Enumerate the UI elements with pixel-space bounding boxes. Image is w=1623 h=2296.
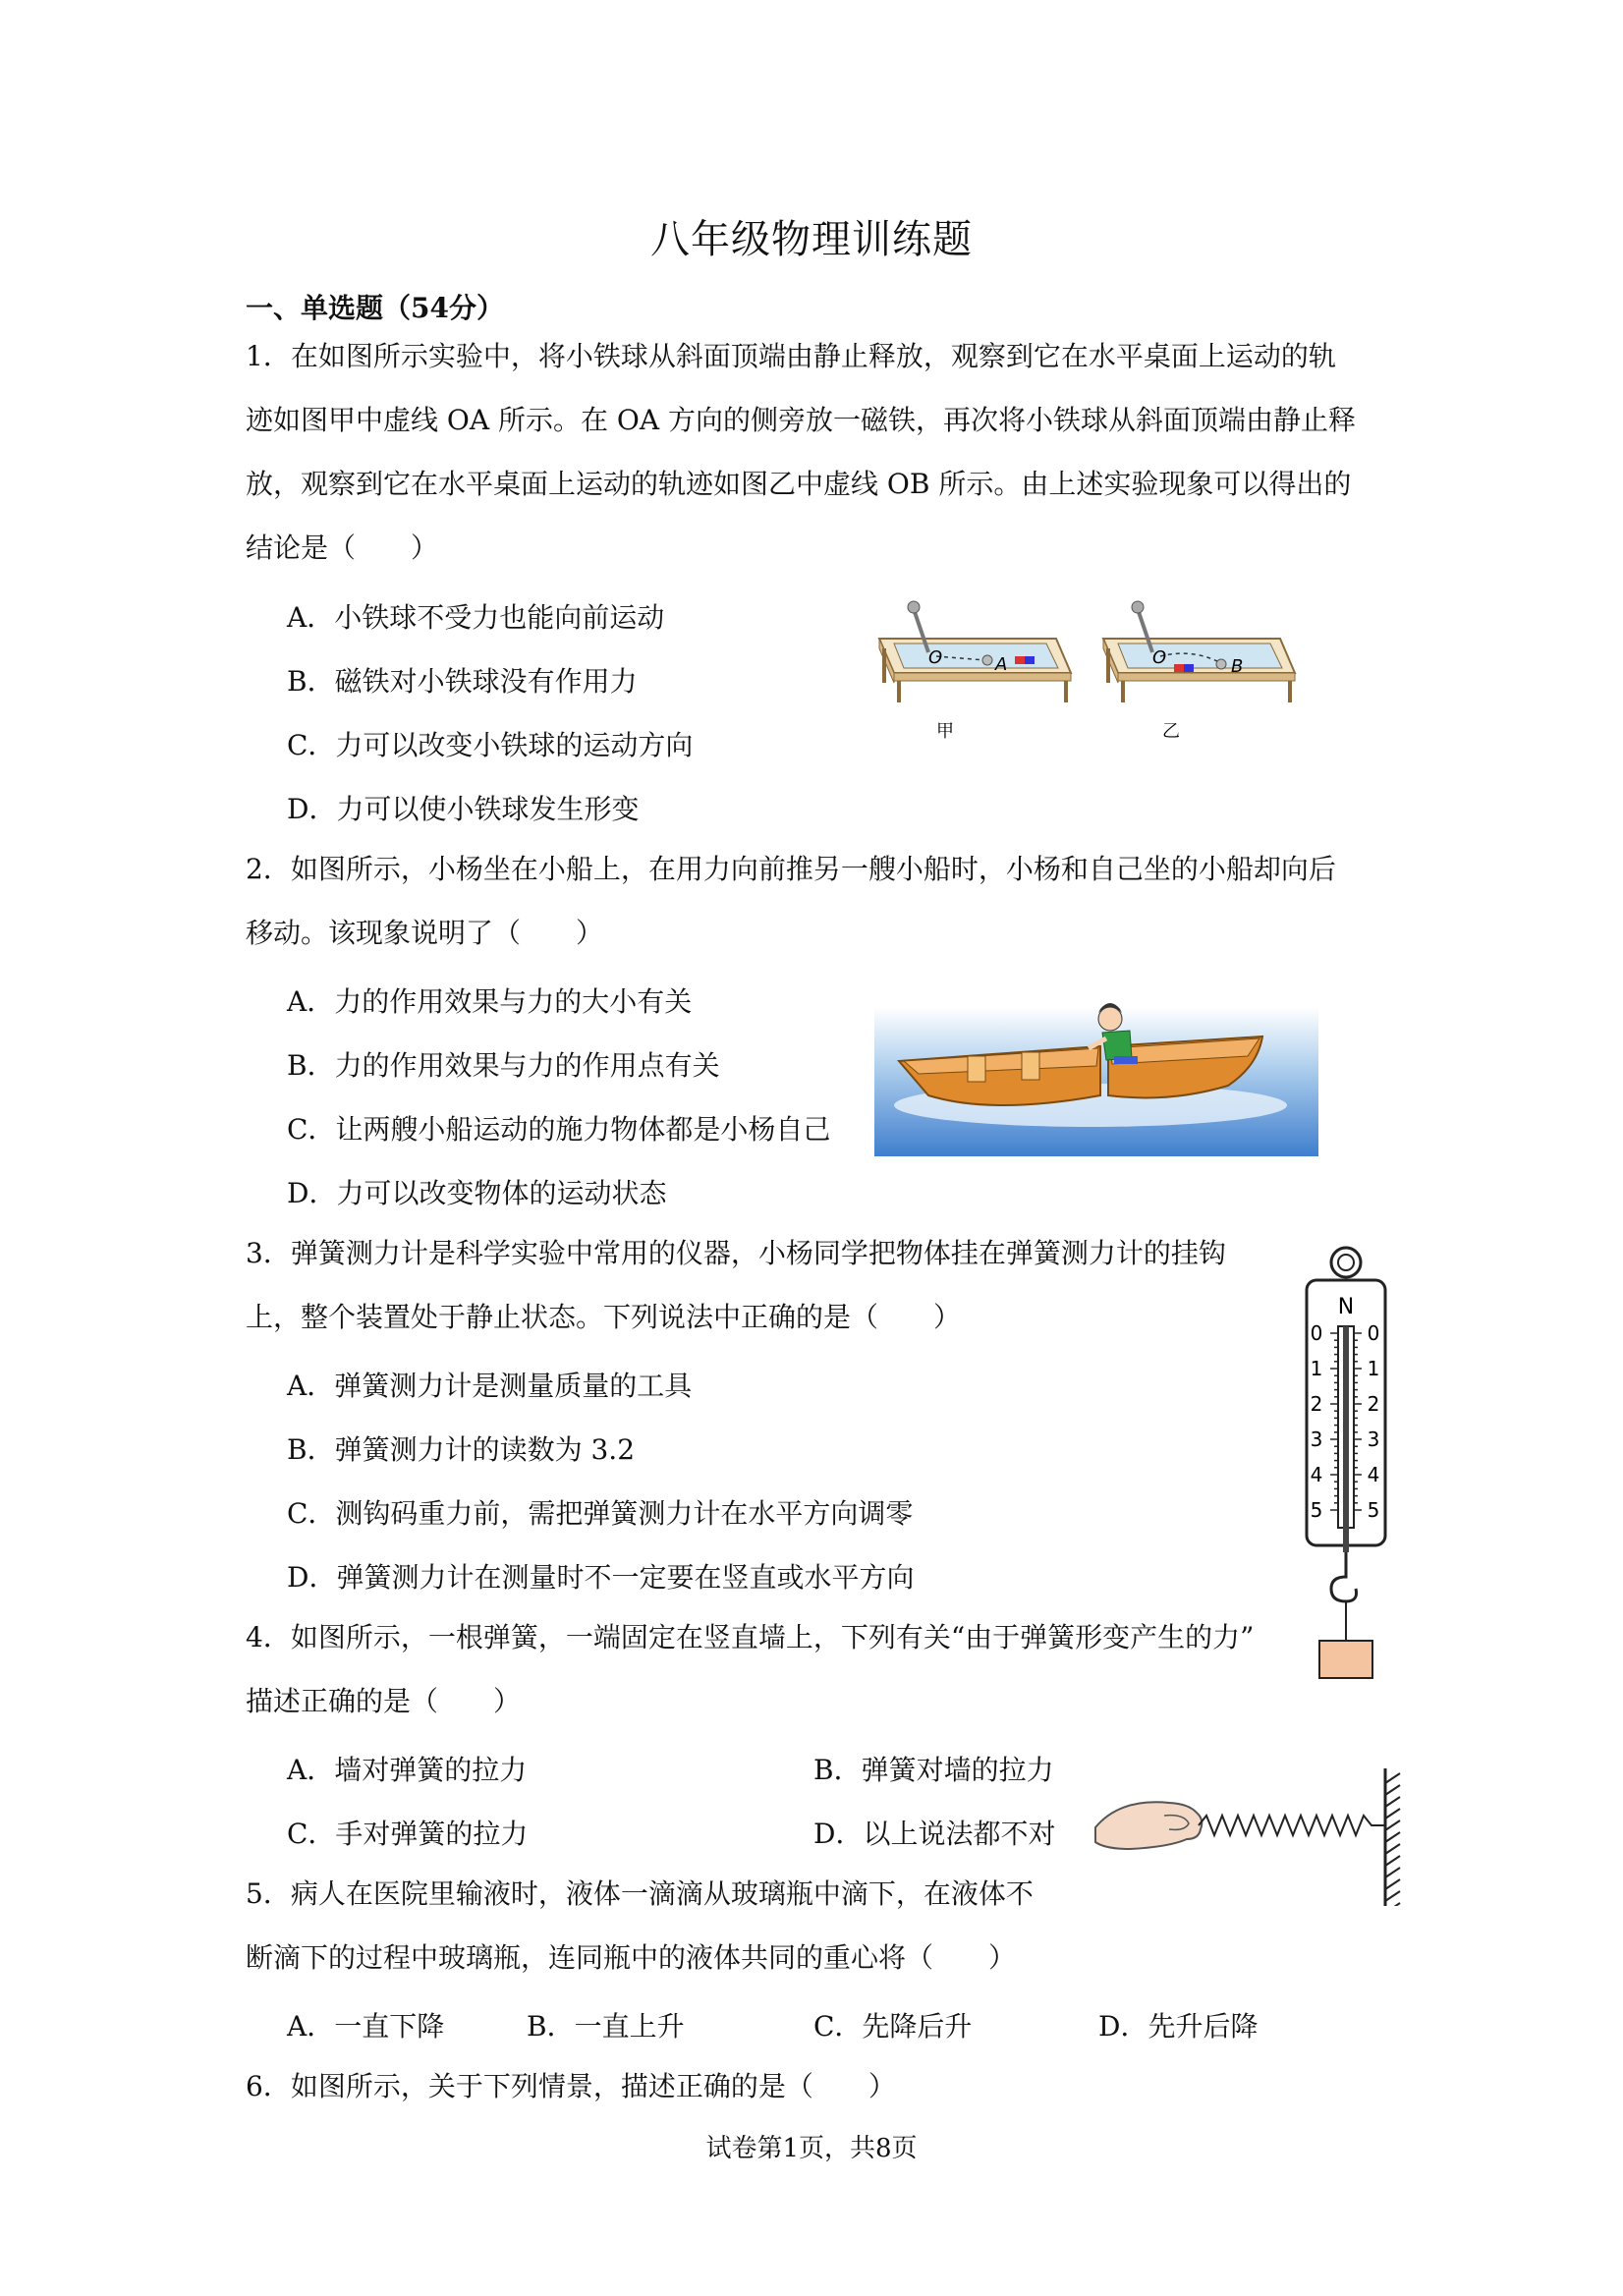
scale-number-left: 2 xyxy=(1310,1392,1323,1416)
wall-hatch-line xyxy=(1385,1844,1400,1854)
wall-hatch-line xyxy=(1385,1809,1400,1819)
question-1-option-c[interactable]: C．力可以改变小铁球的运动方向 xyxy=(287,729,694,761)
table-jia-illustration xyxy=(879,601,1071,742)
scale-number-left: 1 xyxy=(1310,1357,1323,1380)
label-point-a: A xyxy=(995,654,1008,675)
question-6-line-1: 6．如图所示，关于下列情景，描述正确的是（ ） xyxy=(246,2070,896,2102)
question-1-line-1: 1．在如图所示实验中，将小铁球从斜面顶端由静止释放，观察到它在水平桌面上运动的轨 xyxy=(246,340,1336,372)
question-3-option-d[interactable]: D．弹簧测力计在测量时不一定要在竖直或水平方向 xyxy=(287,1561,915,1594)
figure-label-yi: 乙 xyxy=(1162,721,1180,742)
question-3 xyxy=(246,1221,1385,1349)
question-4-option-b[interactable]: B．弹簧对墙的拉力 xyxy=(813,1754,1054,1786)
question-1-option-b[interactable]: B．磁铁对小铁球没有作用力 xyxy=(287,665,638,698)
section-heading: 一、单选题（54分） xyxy=(246,292,504,324)
question-4 xyxy=(246,1605,1385,1733)
wall-hatch-line xyxy=(1385,1797,1400,1807)
wall-hatch-line xyxy=(1385,1832,1400,1842)
question-5-line-2: 断滴下的过程中玻璃瓶，连同瓶中的液体共同的重心将（ ） xyxy=(246,1941,1017,1974)
wall-hatching xyxy=(1385,1773,1400,1906)
scale-number-left: 4 xyxy=(1310,1463,1323,1486)
boats-illustration xyxy=(874,987,1318,1156)
figure-label-jia: 甲 xyxy=(936,721,954,742)
question-5-line-1: 5．病人在医院里输液时，液体一滴滴从玻璃瓶中滴下，在液体不 xyxy=(246,1877,1034,1910)
question-5-option-b[interactable]: B．一直上升 xyxy=(527,2010,685,2043)
question-1-option-d[interactable]: D．力可以使小铁球发生形变 xyxy=(287,793,640,825)
wall-hatch-line xyxy=(1385,1773,1400,1783)
wall-hatch-line xyxy=(1385,1891,1400,1901)
hand-icon xyxy=(1095,1802,1202,1849)
question-2 xyxy=(246,837,1385,965)
scale-number-left: 0 xyxy=(1310,1321,1323,1345)
question-6 xyxy=(246,2054,1385,2118)
scale-number-right: 2 xyxy=(1367,1392,1380,1416)
scale-number-right: 3 xyxy=(1367,1428,1380,1451)
wall-hatch-line xyxy=(1385,1820,1400,1830)
question-5-option-a[interactable]: A．一直下降 xyxy=(287,2010,445,2043)
question-2-line-2: 移动。该现象说明了（ ） xyxy=(246,917,604,949)
scale-number-right: 5 xyxy=(1367,1498,1380,1522)
question-5-option-d[interactable]: D．先升后降 xyxy=(1098,2010,1259,2043)
question-1-option-a[interactable]: A．小铁球不受力也能向前运动 xyxy=(287,601,665,634)
question-2-option-d[interactable]: D．力可以改变物体的运动状态 xyxy=(287,1177,667,1209)
question-4-line-1: 4．如图所示，一根弹簧，一端固定在竖直墙上，下列有关“由于弹簧形变产生的力” xyxy=(246,1621,1255,1653)
question-3-line-1: 3．弹簧测力计是科学实验中常用的仪器，小杨同学把物体挂在弹簧测力计的挂钩 xyxy=(246,1237,1226,1269)
question-4-option-c[interactable]: C．手对弹簧的拉力 xyxy=(287,1818,529,1850)
wall-hatch-line xyxy=(1385,1856,1400,1866)
question-5 xyxy=(246,1862,1385,1989)
spring-icon xyxy=(1199,1816,1385,1835)
question-4-option-a[interactable]: A．墙对弹簧的拉力 xyxy=(287,1754,528,1786)
question-3-line-2: 上，整个装置处于静止状态。下列说法中正确的是（ ） xyxy=(246,1301,962,1333)
wall-hatch-line xyxy=(1385,1785,1400,1795)
question-3-option-b[interactable]: B．弹簧测力计的读数为 3.2 xyxy=(287,1433,636,1466)
scale-number-right: 1 xyxy=(1367,1357,1380,1380)
question-5-option-c[interactable]: C．先降后升 xyxy=(813,2010,973,2043)
question-3-option-a[interactable]: A．弹簧测力计是测量质量的工具 xyxy=(287,1370,693,1402)
question-2-option-b[interactable]: B．力的作用效果与力的作用点有关 xyxy=(287,1049,720,1082)
label-point-o: O xyxy=(928,647,943,668)
question-2-option-c[interactable]: C．让两艘小船运动的施力物体都是小杨自己 xyxy=(287,1113,831,1146)
label-point-b: B xyxy=(1231,656,1244,677)
question-2-line-1: 2．如图所示，小杨坐在小船上，在用力向前推另一艘小船时，小杨和自己坐的小船却向后 xyxy=(246,853,1336,885)
scale-number-right: 0 xyxy=(1367,1321,1380,1345)
scale-number-left: 3 xyxy=(1310,1428,1323,1451)
question-1-line-4: 结论是（ ） xyxy=(246,532,439,564)
page-footer: 试卷第1页，共8页 xyxy=(705,2134,918,2163)
question-1-figure xyxy=(869,589,1312,747)
question-1-line-2: 迹如图甲中虚线 OA 所示。在 OA 方向的侧旁放一磁铁，再次将小铁球从斜面顶端由静止释 xyxy=(246,404,1356,436)
wall-hatch-line xyxy=(1385,1879,1400,1889)
table-yi-illustration xyxy=(1103,601,1295,742)
wall-hatch-line xyxy=(1385,1903,1400,1906)
question-4-line-2: 描述正确的是（ ） xyxy=(246,1685,522,1717)
label-point-o-yi: O xyxy=(1152,647,1167,668)
page-title: 八年级物理训练题 xyxy=(650,217,973,262)
question-3-option-c[interactable]: C．测钩码重力前，需把弹簧测力计在水平方向调零 xyxy=(287,1497,914,1530)
scale-number-left: 5 xyxy=(1310,1498,1323,1522)
wall-hatch-line xyxy=(1385,1868,1400,1877)
question-2-option-a[interactable]: A．力的作用效果与力的大小有关 xyxy=(287,985,693,1018)
question-1 xyxy=(246,324,1385,580)
question-4-option-d[interactable]: D．以上说法都不对 xyxy=(813,1818,1056,1850)
scale-unit-label: N xyxy=(1337,1295,1355,1319)
question-1-line-3: 放，观察到它在水平桌面上运动的轨迹如图乙中虚线 OB 所示。由上述实验现象可以得出的 xyxy=(246,468,1352,500)
scale-number-right: 4 xyxy=(1367,1463,1380,1486)
